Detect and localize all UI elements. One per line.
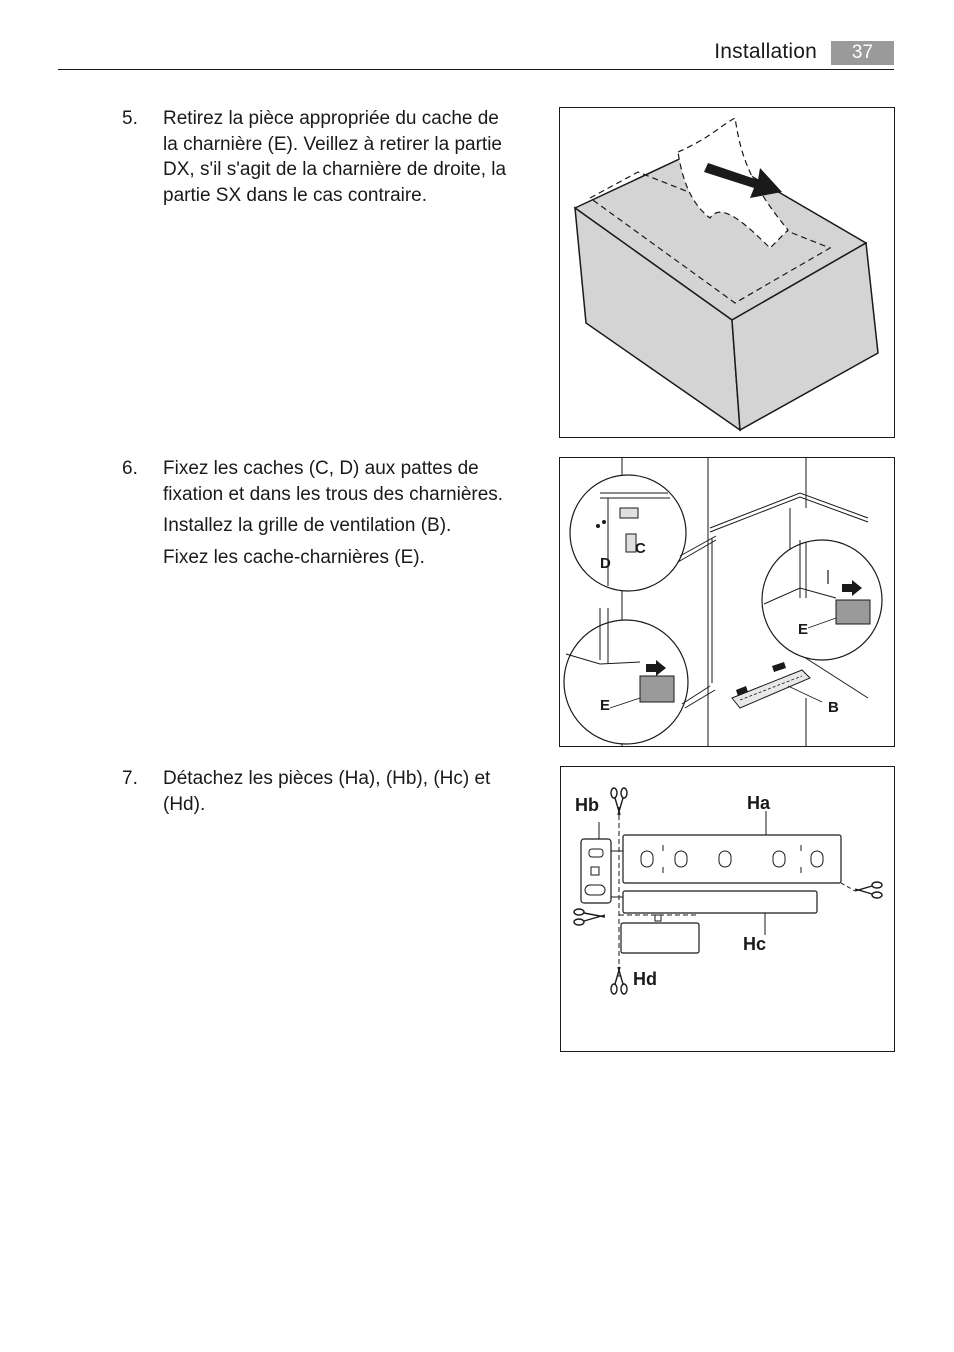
- label-e-right: E: [798, 621, 809, 638]
- step-number: 5.: [122, 108, 138, 129]
- step-7: [122, 766, 512, 817]
- step-body: [163, 766, 512, 817]
- detail-circle-top: [570, 475, 686, 591]
- part-ha: [623, 835, 841, 883]
- step-5: [122, 106, 512, 208]
- label-hb: Hb: [575, 795, 599, 815]
- step-text: Détachez les pièces (Ha), (Hb), (Hc) et (Hd).: [163, 768, 491, 815]
- part-hc: [623, 891, 817, 913]
- page-number: 37: [831, 41, 894, 65]
- label-c: C: [635, 540, 646, 557]
- step-6: [122, 456, 512, 570]
- scissors-icon: [611, 788, 627, 815]
- label-hc: Hc: [743, 934, 767, 954]
- label-hd: Hd: [633, 969, 657, 989]
- label-d: D: [600, 555, 611, 572]
- header-rule: [58, 69, 894, 70]
- step-text: Retirez la pièce appropriée du cache de la charnière (E). Veillez à retirer la partie DX, s'il s'agit de la charnière de droite, la partie SX dans le cas contraire.: [163, 108, 507, 206]
- part-hd: [621, 923, 699, 953]
- step-text: Installez la grille de ventilation (B).: [163, 515, 452, 536]
- label-b: B: [828, 699, 839, 716]
- label-e-left: E: [600, 697, 611, 714]
- figure-hinge-cover: [559, 107, 895, 438]
- scissors-icon: [855, 882, 882, 898]
- step-text: Fixez les caches (C, D) aux pattes de fixation et dans les trous des charnières.: [163, 458, 504, 505]
- step-number: 6.: [122, 458, 138, 479]
- scissors-icon: [574, 909, 605, 925]
- label-ha: Ha: [747, 793, 771, 813]
- step-body: [163, 456, 512, 570]
- step-number: 7.: [122, 768, 138, 789]
- step-text: Fixez les cache-charnières (E).: [163, 546, 425, 568]
- figure-cut-parts: [560, 766, 895, 1052]
- scissors-icon: [611, 967, 627, 994]
- step-body: [163, 106, 512, 208]
- section-title: Installation: [714, 40, 817, 63]
- figure-covers-grille: [559, 457, 895, 747]
